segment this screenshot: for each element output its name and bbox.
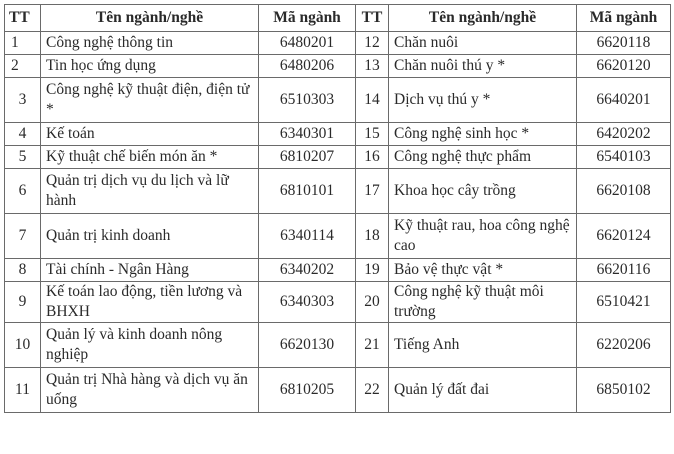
major-code: 6620124 [577, 214, 671, 259]
major-name: Quản trị kinh doanh [41, 214, 259, 259]
major-code: 6620118 [577, 32, 671, 55]
table-row [5, 323, 671, 368]
major-code: 6480206 [259, 55, 356, 78]
major-name: Quản lý đất đai [389, 368, 577, 413]
row-number: 21 [356, 323, 389, 368]
row-number: 9 [5, 282, 41, 323]
header-tt-2: TT [356, 5, 389, 32]
row-number: 11 [5, 368, 41, 413]
table-row [5, 146, 671, 169]
row-number: 14 [356, 78, 389, 123]
table-row [5, 259, 671, 282]
major-code: 6510421 [577, 282, 671, 323]
row-number: 18 [356, 214, 389, 259]
major-name: Kỹ thuật rau, hoa công nghệ cao [389, 214, 577, 259]
table-row [5, 32, 671, 55]
major-code: 6510303 [259, 78, 356, 123]
major-code: 6220206 [577, 323, 671, 368]
major-name: Kỹ thuật chế biến món ăn * [41, 146, 259, 169]
major-code: 6810205 [259, 368, 356, 413]
major-code: 6420202 [577, 123, 671, 146]
major-name: Quản trị Nhà hàng và dịch vụ ăn uống [41, 368, 259, 413]
major-name: Bảo vệ thực vật * [389, 259, 577, 282]
table-row [5, 55, 671, 78]
major-name: Công nghệ sinh học * [389, 123, 577, 146]
major-name: Chăn nuôi thú y * [389, 55, 577, 78]
row-number: 4 [5, 123, 41, 146]
major-name: Kế toán lao động, tiền lương và BHXH [41, 282, 259, 323]
major-name: Tiếng Anh [389, 323, 577, 368]
row-number: 2 [5, 55, 41, 78]
major-name: Tin học ứng dụng [41, 55, 259, 78]
header-code: Mã ngành [259, 5, 356, 32]
major-code: 6340303 [259, 282, 356, 323]
table-row [5, 123, 671, 146]
major-code: 6810207 [259, 146, 356, 169]
row-number: 6 [5, 169, 41, 214]
table-row [5, 169, 671, 214]
major-name: Công nghệ thực phẩm [389, 146, 577, 169]
major-name: Công nghệ kỹ thuật điện, điện tử * [41, 78, 259, 123]
row-number: 17 [356, 169, 389, 214]
major-name: Công nghệ thông tin [41, 32, 259, 55]
header-code-2: Mã ngành [577, 5, 671, 32]
row-number: 10 [5, 323, 41, 368]
header-row [5, 5, 671, 32]
row-number: 5 [5, 146, 41, 169]
major-name: Quản trị dịch vụ du lịch và lữ hành [41, 169, 259, 214]
row-number: 3 [5, 78, 41, 123]
row-number: 12 [356, 32, 389, 55]
major-code: 6340202 [259, 259, 356, 282]
major-code: 6810101 [259, 169, 356, 214]
table-row [5, 282, 671, 323]
major-name: Khoa học cây trồng [389, 169, 577, 214]
header-name-2: Tên ngành/nghề [389, 5, 577, 32]
row-number: 20 [356, 282, 389, 323]
major-code: 6340301 [259, 123, 356, 146]
major-name: Kế toán [41, 123, 259, 146]
row-number: 8 [5, 259, 41, 282]
major-code: 6340114 [259, 214, 356, 259]
row-number: 22 [356, 368, 389, 413]
major-name: Chăn nuôi [389, 32, 577, 55]
major-code: 6480201 [259, 32, 356, 55]
major-code: 6850102 [577, 368, 671, 413]
major-code: 6620116 [577, 259, 671, 282]
table-row [5, 78, 671, 123]
major-name: Quản lý và kinh doanh nông nghiệp [41, 323, 259, 368]
major-code: 6620120 [577, 55, 671, 78]
row-number: 7 [5, 214, 41, 259]
major-name: Tài chính - Ngân Hàng [41, 259, 259, 282]
row-number: 19 [356, 259, 389, 282]
major-code: 6540103 [577, 146, 671, 169]
major-name: Công nghệ kỹ thuật môi trường [389, 282, 577, 323]
major-code: 6620108 [577, 169, 671, 214]
major-code: 6640201 [577, 78, 671, 123]
major-name: Dịch vụ thú y * [389, 78, 577, 123]
row-number: 15 [356, 123, 389, 146]
row-number: 1 [5, 32, 41, 55]
header-name: Tên ngành/nghề [41, 5, 259, 32]
major-code: 6620130 [259, 323, 356, 368]
table-row [5, 214, 671, 259]
row-number: 13 [356, 55, 389, 78]
row-number: 16 [356, 146, 389, 169]
table-row [5, 368, 671, 413]
header-tt: TT [5, 5, 41, 32]
majors-table [4, 4, 671, 413]
